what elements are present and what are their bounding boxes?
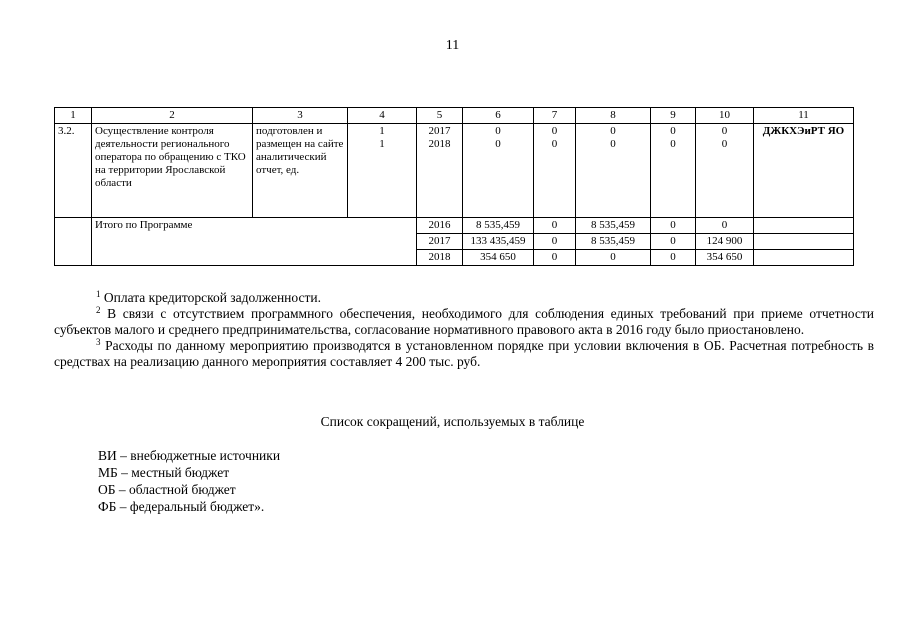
amount: 0 (721, 138, 728, 150)
footnote-mark: 1 (96, 289, 101, 299)
amount: 0 (670, 138, 676, 150)
executor: ДЖКХЭиРТ ЯО (754, 124, 854, 218)
header-cell: 9 (651, 108, 696, 124)
vi-cell (696, 124, 754, 218)
mb-cell (651, 124, 696, 218)
fb-cell (534, 124, 576, 218)
abbreviation-item: ОБ – областной бюджет (98, 482, 236, 497)
abbreviations-title: Список сокращений, используемых в таблице (320, 414, 585, 429)
totals-row (55, 218, 854, 234)
amount: 354 650 (463, 250, 534, 266)
amount: 124 900 (696, 234, 754, 250)
amount: 0 (610, 125, 616, 137)
target-value-cell (348, 124, 417, 218)
footnote (54, 290, 874, 306)
amount: 8 535,459 (576, 218, 651, 234)
footnote-text: Расходы по данному мероприятию производятся в установленном порядке при условии включения в ОБ. Расчетная потребность в средствах на реализацию данного мероприятия составляет 4 200 тыс. руб. (54, 338, 875, 369)
amount: 0 (651, 250, 696, 266)
abbreviation-item: ФБ – федеральный бюджет». (98, 499, 265, 514)
footnote (54, 306, 874, 338)
empty-cell (754, 250, 854, 266)
header-cell: 5 (417, 108, 463, 124)
amount: 0 (651, 218, 696, 234)
table-row (55, 124, 854, 218)
target-value: 1 (379, 125, 385, 137)
amount: 0 (551, 138, 558, 150)
amount: 8 535,459 (463, 218, 534, 234)
totals-label: Итого по Программе (92, 218, 417, 266)
header-cell: 10 (696, 108, 754, 124)
footnotes (54, 290, 874, 370)
amount: 0 (551, 125, 558, 137)
page-number: 11 (445, 38, 460, 53)
amount: 0 (696, 218, 754, 234)
header-cell: 3 (253, 108, 348, 124)
abbreviation-item: ВИ – внебюджетные источники (98, 448, 281, 463)
year: 2017 (417, 234, 463, 250)
amount: 0 (576, 250, 651, 266)
abbreviation-item: МБ – местный бюджет (98, 465, 230, 480)
footnote-text: Оплата кредиторской задолженности. (103, 290, 321, 305)
header-cell: 11 (754, 108, 854, 124)
header-cell: 6 (463, 108, 534, 124)
empty-cell (754, 218, 854, 234)
year: 2016 (417, 218, 463, 234)
program-table (54, 107, 854, 266)
empty-cell (55, 218, 92, 266)
amount: 8 535,459 (576, 234, 651, 250)
amount: 133 435,459 (463, 234, 534, 250)
table-header-row (55, 108, 854, 124)
header-cell: 2 (92, 108, 253, 124)
amount: 0 (534, 218, 576, 234)
target-value: 1 (379, 138, 385, 150)
footnote-mark: 3 (96, 337, 101, 347)
footnote-mark: 2 (96, 305, 101, 315)
amount: 0 (610, 138, 616, 150)
header-cell: 8 (576, 108, 651, 124)
total-cell (463, 124, 534, 218)
row-number: 3.2. (55, 124, 92, 218)
amount: 0 (534, 234, 576, 250)
year: 2018 (428, 138, 451, 150)
amount: 0 (495, 125, 501, 137)
amount: 0 (670, 125, 676, 137)
abbreviations-list (98, 447, 280, 515)
measure-name: Осуществление контроля деятельности регионального оператора по обращению с ТКО на территории Ярославской области (92, 124, 253, 218)
year: 2017 (428, 125, 451, 137)
header-cell: 7 (534, 108, 576, 124)
ob-cell (576, 124, 651, 218)
amount: 354 650 (696, 250, 754, 266)
year: 2018 (417, 250, 463, 266)
year-cell (417, 124, 463, 218)
amount: 0 (721, 125, 728, 137)
amount: 0 (651, 234, 696, 250)
indicator-name: подготовлен и размещен на сайте аналитический отчет, ед. (253, 124, 348, 218)
footnote (54, 338, 874, 370)
amount: 0 (495, 138, 501, 150)
header-cell: 4 (348, 108, 417, 124)
header-cell: 1 (55, 108, 92, 124)
amount: 0 (534, 250, 576, 266)
empty-cell (754, 234, 854, 250)
footnote-text: В связи с отсутствием программного обеспечения, необходимого для соблюдения единых требований при приеме отчетности субъектов малого и среднего предпринимательства, согласование нормативного правового акта в 2016 году было приостановлено. (54, 306, 875, 337)
